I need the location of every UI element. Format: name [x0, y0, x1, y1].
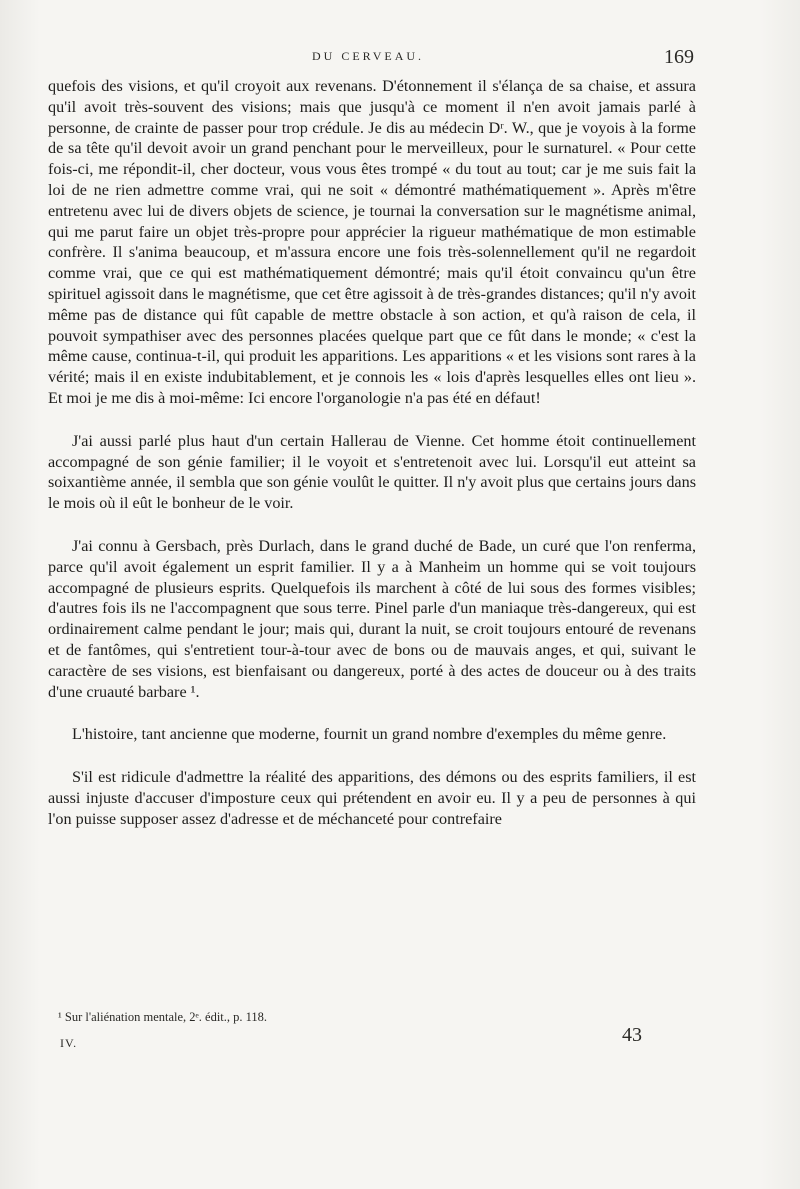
paragraph-gap: [48, 514, 696, 536]
paragraph-4: L'histoire, tant ancienne que moderne, fournit un grand nombre d'exemples du même genre.: [72, 725, 667, 744]
paragraph-gap: [48, 745, 696, 767]
footnote: ¹ Sur l'aliénation mentale, 2ᵉ. édit., p. 118.: [58, 1010, 268, 1024]
paragraph-1: quefois des visions, et qu'il croyoit aux revenans. D'étonnement il s'élança de sa chaise, et assura qu'il avoit très-souvent des visions; mais que jusqu'à ce moment il n'en avoit jamais parlé à personne, de crainte de passer pour trop crédule. Je dis au médecin Dʳ. W., que je voyois à la forme de sa tête qu'il devoit avoir un grand penchant pour le merveilleux, pour le surnaturel. « Pour cette fois-ci, me répondit-il, cher docteur, vous vous êtes trompé « du tout au tout; car je me suis fait la loi de ne rien admettre comme vrai, qui ne soit « démontré mathématiquement ». Après m'être entretenu avec lui de divers objets de science, je tournai la conversation sur le magnétisme animal, qui me parut faire un objet très-propre pour apprécier la rigueur mathématique de mon estimable confrère. Il s'anima beaucoup, et m'assura encore une fois très-solennellement qu'il ne regardoit comme vrai, que ce qui est mathématiquement démontré; mais qu'il étoit convaincu qu'un être spirituel agissoit dans le magnétisme, que cet être agissoit à de très-grandes distances; qu'il n'y avoit même pas de distance qui fût capable de mettre obstacle à son action, et qu'à raison de cela, il pouvoit sympathiser avec des personnes placées quelque part que ce fût dans le monde; « c'est la même cause, continua-t-il, qui produit les apparitions. Les apparitions « et les visions sont rares à la vérité; mais il en existe indubitablement, et je connois les « lois d'après lesquelles elles ont lieu ». Et moi je me dis à moi-même: Ici encore l'organologie n'a pas été en défaut!: [48, 77, 696, 407]
signature-mark: IV.: [60, 1036, 78, 1050]
paragraph-gap: [48, 409, 696, 431]
page-number: 169: [664, 46, 694, 68]
running-head: [0, 46, 800, 70]
sheet-number: 43: [622, 1024, 642, 1046]
paragraph-2: J'ai aussi parlé plus haut d'un certain Hallerau de Vienne. Cet homme étoit continuellement accompagné de son génie familier; il le voyoit et s'entretenoit avec lui. Lorsqu'il eut atteint sa soixantième année, il sembla que son génie voulût le quitter. Il n'y avoit plus que certains jours dans le mois où il eût le bonheur de le voir.: [48, 431, 696, 513]
paragraph-5: S'il est ridicule d'admettre la réalité des apparitions, des démons ou des esprits familiers, il est aussi injuste d'accuser d'imposture ceux qui prétendent en avoir eu. Il y a peu de personnes à qui l'on puisse supposer assez d'adresse et de méchanceté pour contrefaire: [48, 768, 696, 828]
body-text: [48, 76, 696, 830]
paragraph-gap: [48, 702, 696, 724]
running-title: DU CERVEAU.: [312, 49, 425, 63]
paragraph-3: J'ai connu à Gersbach, près Durlach, dans le grand duché de Bade, un curé que l'on renferma, parce qu'il avoit également un esprit familier. Il y a à Manheim un homme qui se voit toujours accompagné de plusieurs esprits. Quelquefois ils marchent à côté de lui sous des formes visibles; d'autres fois ils ne l'accompagnent que sous terre. Pinel parle d'un maniaque très-dangereux, qui est ordinairement calme pendant le jour; mais qui, durant la nuit, se croit toujours entouré de revenans et de fantômes, qui s'entretient tour-à-tour avec de bons ou de mauvais anges, et qui, suivant le caractère de ses visions, est bienfaisant ou dangereux, porté à des actes de douceur ou à des traits d'une cruauté barbare ¹.: [48, 536, 696, 701]
